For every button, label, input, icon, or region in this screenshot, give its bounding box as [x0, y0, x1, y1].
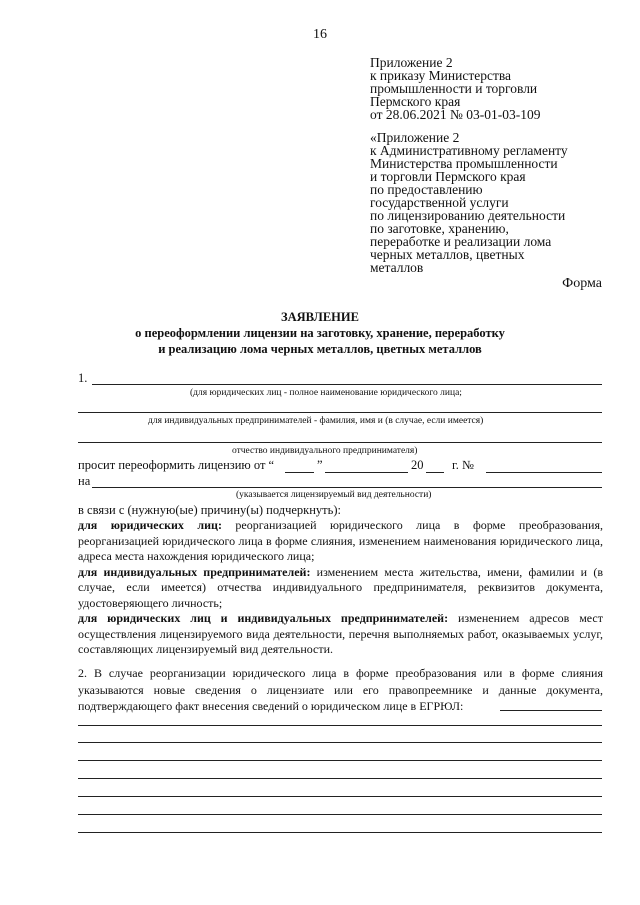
egrul-info-line-3[interactable] — [78, 760, 602, 761]
page-number: 16 — [313, 27, 327, 42]
appendix-regulation-line: и торговли Пермского края — [370, 169, 526, 184]
egrul-info-line-2[interactable] — [78, 742, 602, 743]
item2-text: 2. В случае реорганизации юридического лица в форме преобразования или в форме слияния указываются новые сведения о лицензиате или его правопреемнике и данные документа, подтверждающего факт внесения сведений о юридическом лице в ЕГРЮЛ: — [78, 666, 603, 713]
caption-licensed-activity: (указывается лицензируемый вид деятельности) — [236, 490, 432, 500]
licensed-activity-field[interactable] — [92, 487, 602, 488]
caption-individual-patronymic: отчество индивидуального предпринимателя) — [232, 446, 418, 456]
applicant-name-field[interactable] — [92, 384, 602, 385]
appendix-regulation-line: по предоставлению — [370, 182, 483, 197]
applicant-patronymic-field[interactable] — [78, 442, 602, 443]
license-number-field[interactable] — [486, 472, 602, 473]
reason-individual[interactable] — [78, 565, 603, 612]
quote-close: ” — [317, 458, 323, 472]
request-text: просит переоформить лицензию от “ — [78, 458, 275, 472]
activity-on-label: на — [78, 474, 91, 488]
item2-paragraph — [78, 665, 603, 715]
appendix-regulation-line: «Приложение 2 — [370, 130, 460, 145]
reason-individual-text: изменением места жительства, имени, фамилии и (в случае, если имеется) отчества индивидуального предпринимателя, реквизитов документа, удостоверяющего личность; — [78, 564, 603, 610]
reasons-list — [78, 518, 603, 658]
item1-number: 1. — [78, 371, 88, 385]
reason-both-text: изменением адресов мест осуществления лицензируемого вида деятельности, перечня выполняемых работ, оказываемых услуг, составляющих лицензируемый вид деятельности. — [78, 611, 603, 656]
egrul-info-line-1[interactable] — [78, 725, 602, 726]
appendix-order-line: промышленности и торговли — [370, 81, 538, 96]
appendix-regulation-line: государственной услуги — [370, 195, 509, 210]
appendix-regulation-line: металлов — [370, 260, 424, 275]
form-label: Форма — [562, 276, 602, 291]
reasons-intro: в связи с (нужную(ые) причину(ы) подчеркнуть): — [78, 503, 341, 517]
year-label: 20 — [411, 458, 424, 472]
appendix-regulation-line: Министерства промышленности — [370, 156, 558, 171]
reason-both-heading: для юридических лиц и индивидуальных предпринимателей: — [78, 611, 449, 625]
appendix-order-block — [370, 56, 540, 121]
reason-legal-entity-heading: для юридических лиц: — [78, 518, 222, 532]
appendix-order-line: Приложение 2 — [370, 55, 453, 70]
reason-individual-heading: для индивидуальных предпринимателей: — [78, 564, 311, 579]
egrul-info-line-5[interactable] — [78, 796, 602, 797]
license-month-field[interactable] — [325, 472, 408, 473]
appendix-order-line: от 28.06.2021 № 03-01-03-109 — [370, 107, 541, 122]
egrul-info-line-7[interactable] — [78, 832, 602, 833]
appendix-regulation-line: переработке и реализации лома — [370, 234, 552, 249]
caption-individual-name: для индивидуальных предпринимателей - фамилия, имя и (в случае, если имеется) — [148, 416, 484, 426]
reason-both[interactable] — [78, 611, 603, 658]
applicant-name-field-2[interactable] — [78, 412, 602, 413]
license-year-field[interactable] — [426, 472, 444, 473]
reason-legal-entity[interactable] — [78, 518, 603, 565]
egrul-info-line-4[interactable] — [78, 778, 602, 779]
appendix-order-line: Пермского края — [370, 94, 461, 109]
license-number-label: г. № — [452, 458, 474, 472]
caption-legal-entity: (для юридических лиц - полное наименование юридического лица; — [190, 388, 462, 398]
appendix-regulation-line: по лицензированию деятельности — [370, 208, 566, 223]
appendix-regulation-line: к Административному регламенту — [370, 143, 568, 158]
appendix-regulation-line: черных металлов, цветных — [370, 247, 525, 262]
document-subtitle-line2: и реализацию лома черных металлов, цветных металлов — [158, 342, 482, 356]
appendix-regulation-block — [370, 131, 568, 274]
egrul-info-field[interactable] — [500, 710, 602, 711]
appendix-regulation-line: по заготовке, хранению, — [370, 221, 509, 236]
license-day-field[interactable] — [285, 472, 314, 473]
document-subtitle-line1: о переоформлении лицензии на заготовку, хранение, переработку — [135, 326, 505, 340]
reason-legal-entity-text: реорганизацией юридического лица в форме преобразования, реорганизацией юридического лица в форме слияния, изменением наименования юридического лица, адреса места нахождения юридического лица; — [78, 518, 603, 563]
appendix-order-line: к приказу Министерства — [370, 68, 512, 83]
document-title: ЗАЯВЛЕНИЕ — [281, 310, 359, 324]
egrul-info-line-6[interactable] — [78, 814, 602, 815]
